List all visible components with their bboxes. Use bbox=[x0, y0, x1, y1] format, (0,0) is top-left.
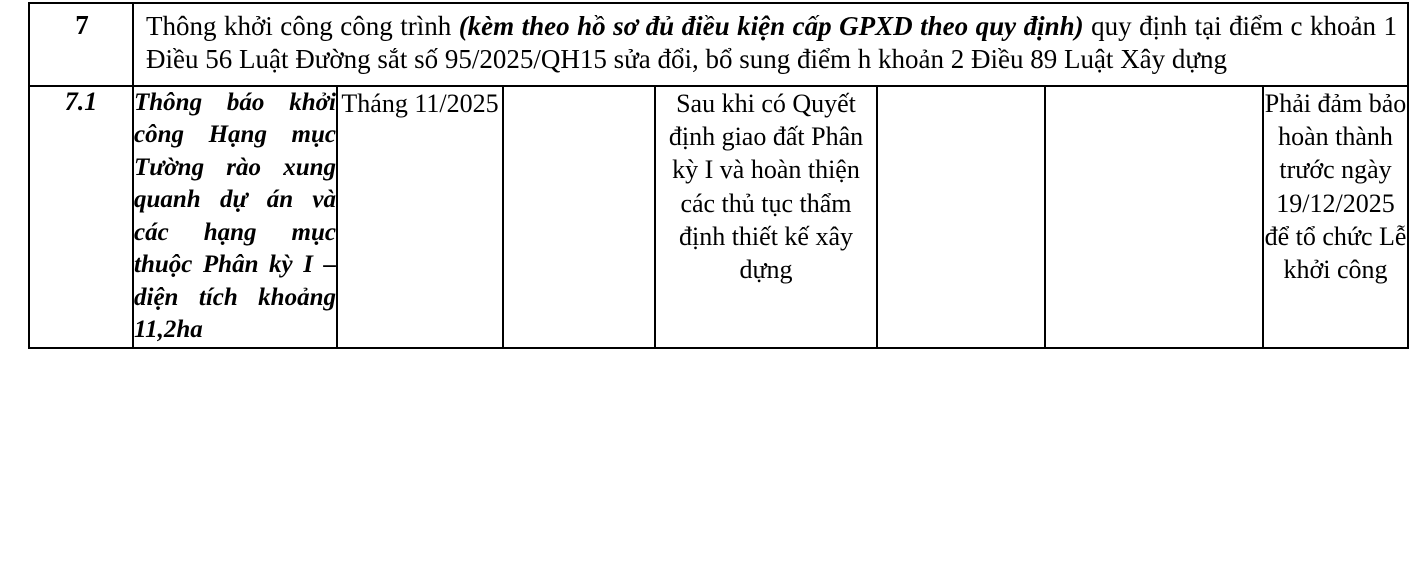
row-col6-cell bbox=[877, 86, 1045, 348]
row-note-cell: Phải đảm bảo hoàn thành trước ngày 19/12/2025 để tổ chức Lễ khởi công bbox=[1263, 86, 1408, 348]
row-condition-cell: Sau khi có Quyết định giao đất Phân kỳ I và hoàn thiện các thủ tục thẩm định thiết kế xây dựng bbox=[655, 86, 877, 348]
section-title-italic-note: (kèm theo hồ sơ đủ điều kiện cấp GPXD theo quy định) bbox=[458, 11, 1084, 41]
section-title-part2: quy định tại điểm c khoản 1 Điều 56 Luật Đường sắt số 95/2025/QH15 sửa đổi, bổ sung điểm h khoản 2 Điều 89 Luật Xây dựng bbox=[146, 11, 1397, 75]
row-col7-cell bbox=[1045, 86, 1263, 348]
schedule-table bbox=[28, 2, 1409, 349]
row-col4-cell bbox=[503, 86, 655, 348]
table-row bbox=[29, 86, 1408, 348]
row-number-cell: 7.1 bbox=[29, 86, 133, 348]
section-header-row bbox=[29, 3, 1408, 86]
row-time-cell: Tháng 11/2025 bbox=[337, 86, 503, 348]
section-title-part1: Thông khởi công công trình bbox=[146, 11, 459, 41]
section-number-cell: 7 bbox=[29, 3, 133, 86]
row-content-cell: Thông báo khởi công Hạng mục Tường rào xung quanh dự án và các hạng mục thuộc Phân kỳ I – diện tích khoảng 11,2ha bbox=[133, 86, 337, 348]
section-title-cell bbox=[133, 3, 1408, 86]
